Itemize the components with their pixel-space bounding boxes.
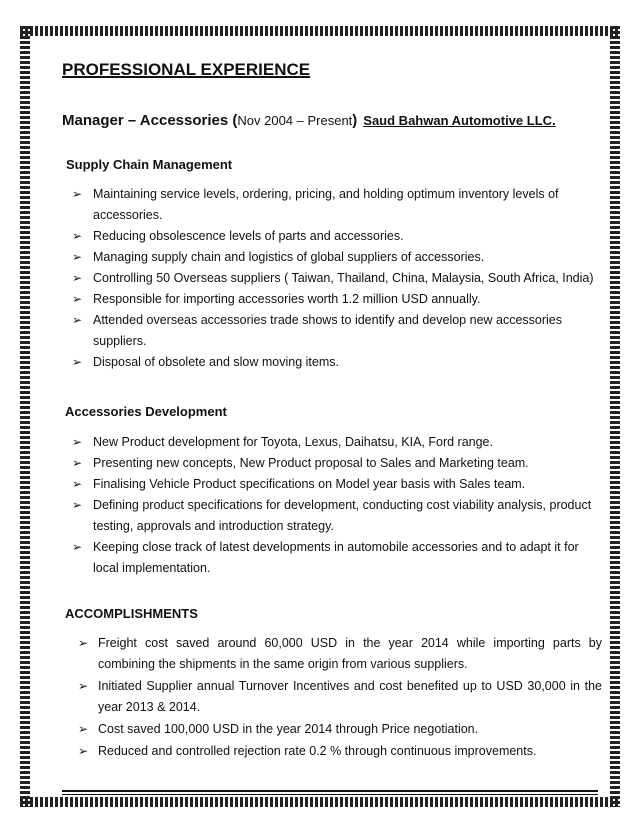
list-item: ➢ Defining product specifications for development, conducting cost viability analysis, product testing, approvals and introduction strategy.: [72, 495, 602, 537]
job-open-paren: (: [232, 112, 238, 129]
accomplishments-list: [78, 633, 602, 763]
arrow-bullet-icon: ➢: [78, 636, 89, 650]
supply-chain-heading: Supply Chain Management: [66, 157, 233, 172]
page-border-bottom: [20, 797, 620, 807]
accessories-dev-list: [72, 432, 602, 579]
accessories-dev-heading: Accessories Development: [65, 404, 227, 419]
arrow-bullet-icon: ➢: [72, 313, 83, 327]
list-item: ➢ Disposal of obsolete and slow moving items.: [72, 352, 602, 373]
arrow-bullet-icon: ➢: [72, 477, 83, 491]
list-item: ➢ Managing supply chain and logistics of global suppliers of accessories.: [72, 247, 602, 268]
list-item: ➢ Keeping close track of latest developments in automobile accessories and to adapt it for local implementation.: [72, 537, 602, 579]
list-item: ➢ Finalising Vehicle Product specifications on Model year basis with Sales team.: [72, 474, 602, 495]
bottom-rule-thin: [62, 794, 598, 795]
page-border-top: [20, 26, 620, 36]
list-item: ➢ Reducing obsolescence levels of parts and accessories.: [72, 226, 602, 247]
job-title: Manager – Accessories: [62, 112, 229, 129]
list-item: ➢ Controlling 50 Overseas suppliers ( Taiwan, Thailand, China, Malaysia, South Africa, India): [72, 268, 602, 289]
job-heading: [62, 112, 556, 129]
list-item: ➢ Freight cost saved around 60,000 USD in the year 2014 while importing parts by combining the shipments in the same origin from various suppliers.: [78, 633, 602, 675]
accomplishments-heading: ACCOMPLISHMENTS: [65, 606, 198, 621]
page-border-right: [610, 26, 620, 807]
arrow-bullet-icon: ➢: [72, 355, 83, 369]
page-border-left: [20, 26, 30, 807]
arrow-bullet-icon: ➢: [72, 271, 83, 285]
list-item: ➢ Cost saved 100,000 USD in the year 2014 through Price negotiation.: [78, 719, 602, 740]
company-name: Saud Bahwan Automotive LLC.: [363, 113, 556, 128]
arrow-bullet-icon: ➢: [72, 292, 83, 306]
list-item: ➢ Initiated Supplier annual Turnover Incentives and cost benefited up to USD 30,000 in the year 2013 & 2014.: [78, 676, 602, 718]
bottom-rule: [62, 790, 598, 792]
job-dates: Nov 2004 – Present: [237, 113, 353, 128]
arrow-bullet-icon: ➢: [72, 540, 83, 554]
arrow-bullet-icon: ➢: [78, 722, 89, 736]
arrow-bullet-icon: ➢: [72, 250, 83, 264]
supply-chain-list: [72, 184, 602, 373]
arrow-bullet-icon: ➢: [72, 229, 83, 243]
arrow-bullet-icon: ➢: [78, 744, 89, 758]
arrow-bullet-icon: ➢: [72, 435, 83, 449]
list-item: ➢ Maintaining service levels, ordering, pricing, and holding optimum inventory levels of accessories.: [72, 184, 602, 226]
list-item: ➢ Attended overseas accessories trade shows to identify and develop new accessories suppliers.: [72, 310, 602, 352]
arrow-bullet-icon: ➢: [72, 187, 83, 201]
arrow-bullet-icon: ➢: [72, 456, 83, 470]
arrow-bullet-icon: ➢: [72, 498, 83, 512]
section-title: PROFESSIONAL EXPERIENCE: [62, 60, 311, 79]
job-close-paren: ): [352, 112, 358, 129]
list-item: ➢ Presenting new concepts, New Product proposal to Sales and Marketing team.: [72, 453, 602, 474]
list-item: ➢ Reduced and controlled rejection rate 0.2 % through continuous improvements.: [78, 741, 602, 762]
list-item: ➢ New Product development for Toyota, Lexus, Daihatsu, KIA, Ford range.: [72, 432, 602, 453]
list-item: ➢ Responsible for importing accessories worth 1.2 million USD annually.: [72, 289, 602, 310]
arrow-bullet-icon: ➢: [78, 679, 89, 693]
